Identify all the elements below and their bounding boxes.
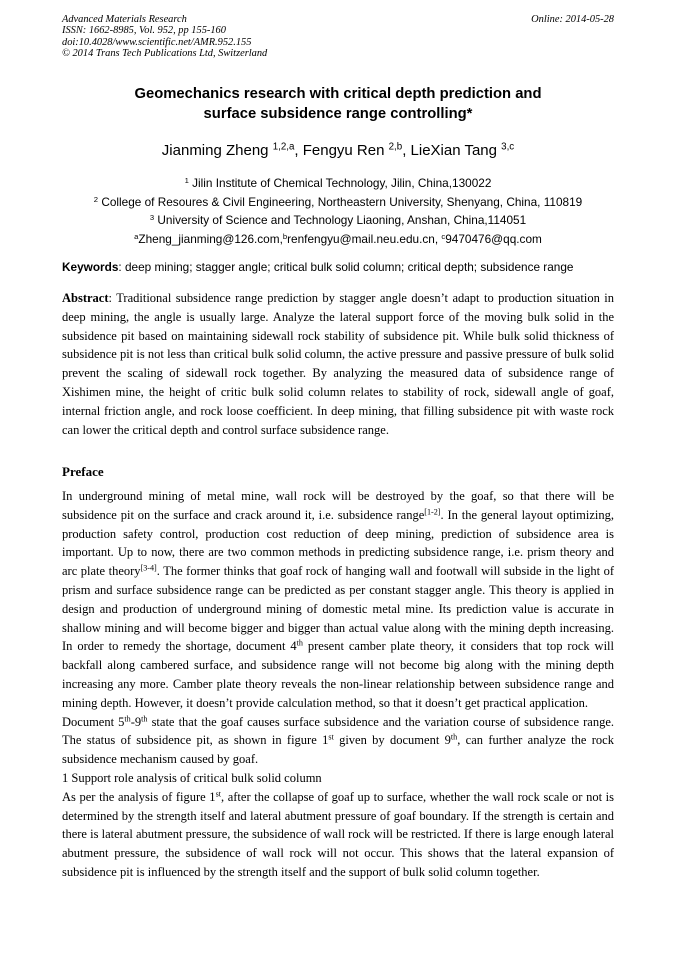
affiliation-line — [62, 211, 614, 230]
email-marker: b — [282, 231, 288, 241]
ordinal-suffix: th — [141, 714, 148, 724]
author-affil-marker: 1,2,a — [272, 141, 295, 153]
paragraph — [62, 487, 614, 713]
ordinal-suffix: th — [296, 638, 303, 648]
copyright-line: © 2014 Trans Tech Publications Ltd, Switzerland — [62, 47, 268, 59]
journal-name: Advanced Materials Research — [62, 14, 187, 25]
affil-number: 1 — [184, 175, 189, 185]
paragraph-text: . In the general layout optimizing, production safety control, production cost reduction of deep mining, prediction of subsidence area is important. Up to now, there are two common methods in predicting subsidence range, i.e. prism theory and arc plate theory — [62, 507, 614, 579]
abstract-text: : Traditional subsidence range prediction by stagger angle doesn’t adapt to production situation in deep mining, the angle is usually large. Analyze the lateral support force of the moving bulk solid in the subsidence pit based on maintaining sidewall rock stability of subsidence pit. While bulk solid thickness of subsidence pit is not less than critical bulk solid column, the active pressure and passive pressure of bulk solid prevent the scaling of sidewall rock together. By analyzing the measured data of subsidence range of Xishimen mine, the height of critic bulk solid column relates to stability of rock, sidewall angle of goaf, internal friction angle, and rock loose coefficient. In deep mining, that filling subsidence pit with waste rock can lower the critical depth and control surface subsidence range. — [62, 291, 614, 437]
email-line — [62, 230, 614, 249]
affil-text: Jilin Institute of Chemical Technology, Jilin, China,130022 — [192, 176, 492, 190]
author-separator: , — [402, 142, 411, 159]
ordinal-suffix: th — [124, 714, 131, 724]
abstract — [62, 289, 614, 439]
paragraph-text: . The former thinks that goaf rock of hanging wall and footwall will subside in the light of prism and surface subsidence range can be predicted as per constant stagger angle. This theory is applied in design and production of underground mining of domestic metal mine. Its prediction value is accurate in shallow mining and will become bigger and bigger than actual value along with the mining depth increasing. In order to remedy the shortage, document 4 — [62, 564, 615, 654]
paper-title — [62, 85, 614, 124]
paragraph-text: given by document 9 — [333, 733, 451, 748]
issn-line: ISSN: 1662-8985, Vol. 952, pp 155-160 — [62, 25, 226, 37]
citation-ref: [1-2] — [424, 507, 441, 517]
paragraph — [62, 788, 614, 882]
preface-body — [62, 487, 614, 882]
affil-number: 3 — [149, 212, 155, 222]
email-marker: c — [441, 231, 446, 241]
affil-text: College of Resoures & Civil Engineering, Northeastern University, Shenyang, China, 110819 — [101, 194, 583, 209]
abstract-label: Abstract — [62, 291, 109, 305]
paragraph-text: In underground mining of metal mine, wall rock will be destroyed by the goaf, so that there will be subsidence pit on the surface and crack around it, i.e. subsidence range — [62, 489, 614, 522]
email-text: 9470476@qq.com — [445, 231, 542, 246]
author-list — [62, 141, 614, 160]
paragraph-text: , can further analyze the rock subsidence mechanism caused by goaf. — [62, 733, 614, 767]
email-text: Zheng_jianming@126.com, — [138, 231, 283, 246]
affil-number: 2 — [93, 194, 99, 204]
affiliation-line — [62, 174, 614, 193]
paragraph — [62, 713, 614, 769]
author-affil-marker: 2,b — [388, 141, 403, 153]
paragraph-text: , after the collapse of goaf up to surface, whether the wall rock scale or not is determined by the strength itself and lateral abutment pressure of goaf boundary. If the strength is certain and there is lateral abutment pressure, the subsidence of wall rock will be restricted. If there is large enough lateral abutment pressure, the subsidence of wall rock will not occur. This shows that the lateral expansion of subsidence pit is influenced by the strength itself and the support of bulk solid column together. — [62, 789, 614, 879]
paragraph-text: present camber plate theory, it considers that top rock will backfall along cambered surface, and subsidence range will not become big along with the mining depth increasing any more. Camber plate theory reveals the non-linear relationship between subsidence range and mining depth. However, it doesn’t provide calculation method, so that it doesn’t get practical application. — [62, 639, 614, 710]
author-name: Fengyu Ren — [302, 142, 385, 159]
citation-ref: [3-4] — [140, 563, 157, 573]
title-line-2: surface subsidence range controlling* — [203, 105, 473, 122]
affiliation-line — [62, 193, 614, 212]
online-date: Online: 2014-05-28 — [531, 14, 614, 25]
paragraph-text: Document 5 — [62, 714, 125, 729]
ordinal-suffix: th — [450, 732, 458, 742]
affil-text: University of Science and Technology Liaoning, Anshan, China,114051 — [157, 213, 527, 227]
doi-line: doi:10.4028/www.scientific.net/AMR.952.155 — [62, 36, 252, 48]
keywords-label: Keywords — [62, 260, 119, 274]
paragraph-text: As per the analysis of figure 1 — [62, 789, 216, 804]
keywords-text: : deep mining; stagger angle; critical bulk solid column; critical depth; subsidence range — [118, 260, 574, 274]
journal-header — [62, 14, 267, 59]
affiliations — [62, 174, 614, 248]
author-separator: , — [294, 142, 303, 159]
subsection-heading: 1 Support role analysis of critical bulk solid column — [62, 770, 322, 785]
author-affil-marker: 3,c — [501, 141, 515, 153]
author-name: LieXian Tang — [410, 142, 497, 159]
email-marker: a — [134, 231, 139, 241]
ordinal-suffix: st — [215, 789, 221, 799]
email-text: renfengyu@mail.neu.edu.cn, — [287, 231, 442, 246]
paragraph-text: state that the goaf causes surface subsidence and the variation course of subsidence range. The status of subsidence pit, as shown in figure 1 — [62, 714, 614, 748]
ordinal-suffix: st — [328, 732, 334, 742]
title-line-1: Geomechanics research with critical depth prediction and — [134, 86, 542, 102]
paragraph-text: -9 — [130, 714, 142, 729]
author-name: Jianming Zheng — [161, 142, 269, 159]
keywords — [62, 259, 614, 275]
section-heading-preface: Preface — [62, 464, 104, 479]
